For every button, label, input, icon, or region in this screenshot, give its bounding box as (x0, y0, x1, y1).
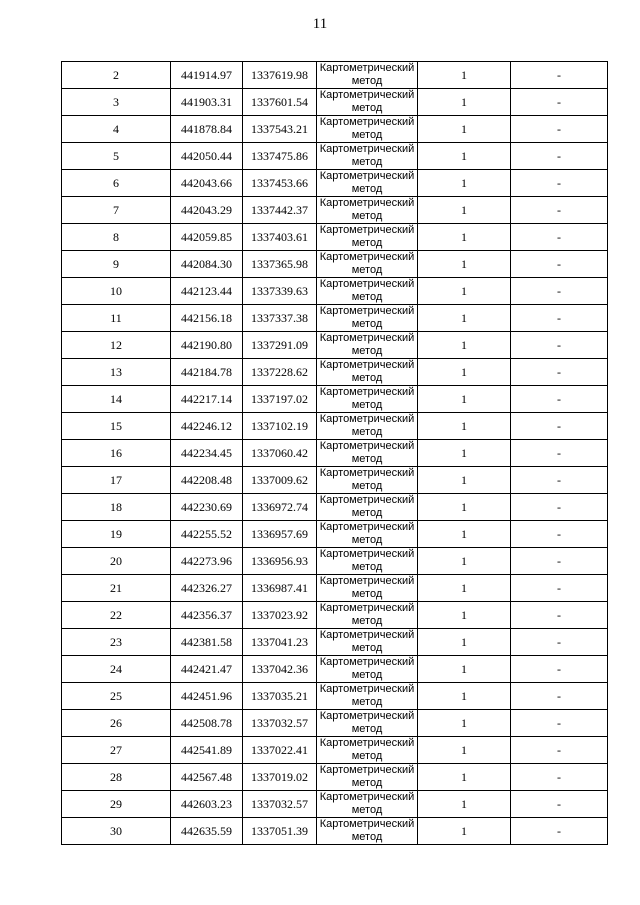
precision-cell: 1 (418, 440, 511, 467)
x-coordinate-cell: 441914.97 (171, 62, 243, 89)
table-row (62, 386, 608, 413)
table-row (62, 818, 608, 845)
method-cell: Картометрический метод (317, 116, 418, 143)
note-cell: - (511, 143, 608, 170)
x-coordinate-cell: 442508.78 (171, 710, 243, 737)
point-number-cell: 16 (62, 440, 171, 467)
table-row (62, 116, 608, 143)
note-cell: - (511, 764, 608, 791)
point-number-cell: 6 (62, 170, 171, 197)
y-coordinate-cell: 1336987.41 (243, 575, 317, 602)
y-coordinate-cell: 1337365.98 (243, 251, 317, 278)
table-row (62, 710, 608, 737)
point-number-cell: 30 (62, 818, 171, 845)
y-coordinate-cell: 1337102.19 (243, 413, 317, 440)
x-coordinate-cell: 442059.85 (171, 224, 243, 251)
precision-cell: 1 (418, 224, 511, 251)
table-row (62, 656, 608, 683)
note-cell: - (511, 359, 608, 386)
point-number-cell: 13 (62, 359, 171, 386)
table-row (62, 413, 608, 440)
note-cell: - (511, 251, 608, 278)
method-cell: Картометрический метод (317, 602, 418, 629)
table-row (62, 494, 608, 521)
table-row (62, 143, 608, 170)
y-coordinate-cell: 1337051.39 (243, 818, 317, 845)
note-cell: - (511, 791, 608, 818)
method-cell: Картометрический метод (317, 548, 418, 575)
method-cell: Картометрический метод (317, 818, 418, 845)
table-row (62, 629, 608, 656)
precision-cell: 1 (418, 332, 511, 359)
method-cell: Картометрический метод (317, 413, 418, 440)
method-cell: Картометрический метод (317, 791, 418, 818)
point-number-cell: 3 (62, 89, 171, 116)
table-row (62, 278, 608, 305)
x-coordinate-cell: 442084.30 (171, 251, 243, 278)
point-number-cell: 2 (62, 62, 171, 89)
note-cell: - (511, 656, 608, 683)
note-cell: - (511, 710, 608, 737)
method-cell: Картометрический метод (317, 737, 418, 764)
table-row (62, 602, 608, 629)
point-number-cell: 21 (62, 575, 171, 602)
y-coordinate-cell: 1337475.86 (243, 143, 317, 170)
table-row (62, 440, 608, 467)
precision-cell: 1 (418, 656, 511, 683)
x-coordinate-cell: 442273.96 (171, 548, 243, 575)
table-row (62, 575, 608, 602)
precision-cell: 1 (418, 197, 511, 224)
method-cell: Картометрический метод (317, 683, 418, 710)
precision-cell: 1 (418, 629, 511, 656)
note-cell: - (511, 332, 608, 359)
method-cell: Картометрический метод (317, 305, 418, 332)
y-coordinate-cell: 1337019.02 (243, 764, 317, 791)
y-coordinate-cell: 1337601.54 (243, 89, 317, 116)
precision-cell: 1 (418, 305, 511, 332)
x-coordinate-cell: 442190.80 (171, 332, 243, 359)
y-coordinate-cell: 1337228.62 (243, 359, 317, 386)
table-row (62, 548, 608, 575)
precision-cell: 1 (418, 413, 511, 440)
point-number-cell: 15 (62, 413, 171, 440)
method-cell: Картометрический метод (317, 197, 418, 224)
x-coordinate-cell: 442451.96 (171, 683, 243, 710)
x-coordinate-cell: 441878.84 (171, 116, 243, 143)
point-number-cell: 29 (62, 791, 171, 818)
note-cell: - (511, 818, 608, 845)
precision-cell: 1 (418, 683, 511, 710)
point-number-cell: 28 (62, 764, 171, 791)
x-coordinate-cell: 442381.58 (171, 629, 243, 656)
point-number-cell: 11 (62, 305, 171, 332)
x-coordinate-cell: 442230.69 (171, 494, 243, 521)
x-coordinate-cell: 442184.78 (171, 359, 243, 386)
point-number-cell: 25 (62, 683, 171, 710)
x-coordinate-cell: 442156.18 (171, 305, 243, 332)
method-cell: Картометрический метод (317, 656, 418, 683)
precision-cell: 1 (418, 494, 511, 521)
precision-cell: 1 (418, 467, 511, 494)
table-row (62, 305, 608, 332)
point-number-cell: 12 (62, 332, 171, 359)
y-coordinate-cell: 1337291.09 (243, 332, 317, 359)
note-cell: - (511, 494, 608, 521)
x-coordinate-cell: 442541.89 (171, 737, 243, 764)
table-row (62, 170, 608, 197)
method-cell: Картометрический метод (317, 521, 418, 548)
point-number-cell: 19 (62, 521, 171, 548)
table-row (62, 332, 608, 359)
note-cell: - (511, 116, 608, 143)
x-coordinate-cell: 442326.27 (171, 575, 243, 602)
precision-cell: 1 (418, 548, 511, 575)
method-cell: Картометрический метод (317, 251, 418, 278)
x-coordinate-cell: 442234.45 (171, 440, 243, 467)
coordinates-table (61, 61, 608, 845)
point-number-cell: 20 (62, 548, 171, 575)
y-coordinate-cell: 1337337.38 (243, 305, 317, 332)
y-coordinate-cell: 1337543.21 (243, 116, 317, 143)
table-row (62, 359, 608, 386)
point-number-cell: 4 (62, 116, 171, 143)
y-coordinate-cell: 1336956.93 (243, 548, 317, 575)
method-cell: Картометрический метод (317, 224, 418, 251)
x-coordinate-cell: 442123.44 (171, 278, 243, 305)
table-row (62, 251, 608, 278)
method-cell: Картометрический метод (317, 89, 418, 116)
precision-cell: 1 (418, 575, 511, 602)
coordinates-table-body (62, 62, 608, 845)
point-number-cell: 9 (62, 251, 171, 278)
precision-cell: 1 (418, 764, 511, 791)
method-cell: Картометрический метод (317, 386, 418, 413)
method-cell: Картометрический метод (317, 170, 418, 197)
x-coordinate-cell: 442050.44 (171, 143, 243, 170)
note-cell: - (511, 89, 608, 116)
note-cell: - (511, 467, 608, 494)
x-coordinate-cell: 442567.48 (171, 764, 243, 791)
table-row (62, 737, 608, 764)
method-cell: Картометрический метод (317, 278, 418, 305)
x-coordinate-cell: 442217.14 (171, 386, 243, 413)
y-coordinate-cell: 1337453.66 (243, 170, 317, 197)
precision-cell: 1 (418, 62, 511, 89)
note-cell: - (511, 521, 608, 548)
note-cell: - (511, 737, 608, 764)
x-coordinate-cell: 442246.12 (171, 413, 243, 440)
precision-cell: 1 (418, 89, 511, 116)
precision-cell: 1 (418, 143, 511, 170)
note-cell: - (511, 629, 608, 656)
table-row (62, 683, 608, 710)
method-cell: Картометрический метод (317, 467, 418, 494)
precision-cell: 1 (418, 386, 511, 413)
method-cell: Картометрический метод (317, 494, 418, 521)
precision-cell: 1 (418, 737, 511, 764)
precision-cell: 1 (418, 710, 511, 737)
table-row (62, 764, 608, 791)
precision-cell: 1 (418, 818, 511, 845)
y-coordinate-cell: 1337339.63 (243, 278, 317, 305)
y-coordinate-cell: 1337009.62 (243, 467, 317, 494)
y-coordinate-cell: 1337023.92 (243, 602, 317, 629)
point-number-cell: 18 (62, 494, 171, 521)
y-coordinate-cell: 1337403.61 (243, 224, 317, 251)
precision-cell: 1 (418, 521, 511, 548)
method-cell: Картометрический метод (317, 575, 418, 602)
x-coordinate-cell: 442635.59 (171, 818, 243, 845)
point-number-cell: 10 (62, 278, 171, 305)
x-coordinate-cell: 441903.31 (171, 89, 243, 116)
method-cell: Картометрический метод (317, 710, 418, 737)
precision-cell: 1 (418, 278, 511, 305)
y-coordinate-cell: 1336957.69 (243, 521, 317, 548)
note-cell: - (511, 413, 608, 440)
note-cell: - (511, 62, 608, 89)
table-row (62, 521, 608, 548)
table-row (62, 197, 608, 224)
table-row (62, 224, 608, 251)
table-row (62, 467, 608, 494)
point-number-cell: 24 (62, 656, 171, 683)
point-number-cell: 22 (62, 602, 171, 629)
note-cell: - (511, 305, 608, 332)
method-cell: Картометрический метод (317, 359, 418, 386)
method-cell: Картометрический метод (317, 764, 418, 791)
precision-cell: 1 (418, 251, 511, 278)
point-number-cell: 5 (62, 143, 171, 170)
table-row (62, 89, 608, 116)
y-coordinate-cell: 1337032.57 (243, 791, 317, 818)
note-cell: - (511, 548, 608, 575)
y-coordinate-cell: 1337022.41 (243, 737, 317, 764)
point-number-cell: 26 (62, 710, 171, 737)
note-cell: - (511, 683, 608, 710)
x-coordinate-cell: 442208.48 (171, 467, 243, 494)
y-coordinate-cell: 1337032.57 (243, 710, 317, 737)
precision-cell: 1 (418, 116, 511, 143)
point-number-cell: 17 (62, 467, 171, 494)
note-cell: - (511, 575, 608, 602)
method-cell: Картометрический метод (317, 143, 418, 170)
precision-cell: 1 (418, 602, 511, 629)
note-cell: - (511, 386, 608, 413)
table-row (62, 791, 608, 818)
x-coordinate-cell: 442043.29 (171, 197, 243, 224)
x-coordinate-cell: 442356.37 (171, 602, 243, 629)
y-coordinate-cell: 1337060.42 (243, 440, 317, 467)
y-coordinate-cell: 1337619.98 (243, 62, 317, 89)
note-cell: - (511, 440, 608, 467)
precision-cell: 1 (418, 791, 511, 818)
note-cell: - (511, 602, 608, 629)
x-coordinate-cell: 442043.66 (171, 170, 243, 197)
point-number-cell: 7 (62, 197, 171, 224)
y-coordinate-cell: 1337035.21 (243, 683, 317, 710)
method-cell: Картометрический метод (317, 332, 418, 359)
point-number-cell: 23 (62, 629, 171, 656)
note-cell: - (511, 278, 608, 305)
x-coordinate-cell: 442421.47 (171, 656, 243, 683)
point-number-cell: 14 (62, 386, 171, 413)
table-row (62, 62, 608, 89)
method-cell: Картометрический метод (317, 629, 418, 656)
y-coordinate-cell: 1337197.02 (243, 386, 317, 413)
y-coordinate-cell: 1337442.37 (243, 197, 317, 224)
method-cell: Картометрический метод (317, 62, 418, 89)
method-cell: Картометрический метод (317, 440, 418, 467)
note-cell: - (511, 170, 608, 197)
y-coordinate-cell: 1337042.36 (243, 656, 317, 683)
precision-cell: 1 (418, 359, 511, 386)
page-number: 11 (312, 16, 328, 32)
x-coordinate-cell: 442603.23 (171, 791, 243, 818)
point-number-cell: 27 (62, 737, 171, 764)
y-coordinate-cell: 1336972.74 (243, 494, 317, 521)
x-coordinate-cell: 442255.52 (171, 521, 243, 548)
note-cell: - (511, 224, 608, 251)
precision-cell: 1 (418, 170, 511, 197)
y-coordinate-cell: 1337041.23 (243, 629, 317, 656)
point-number-cell: 8 (62, 224, 171, 251)
note-cell: - (511, 197, 608, 224)
